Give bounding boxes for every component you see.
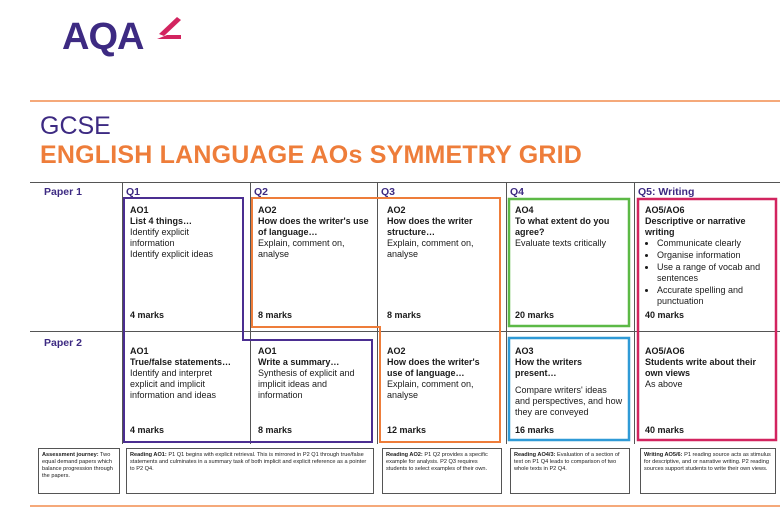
question-heading: Descriptive or narrative writing <box>645 216 746 237</box>
note-label: Reading AO4/3: <box>514 452 556 458</box>
cell-description: Explain, comment on, analyse <box>387 379 474 400</box>
note-text: P1 reading source acts as stimulus for descriptive, and or narrative writing. P2 reading sources support students to write their own views. <box>644 452 771 472</box>
question-heading: Write a summary… <box>258 357 340 367</box>
p1-q5-cell <box>645 205 771 308</box>
ao-label: AO1 <box>130 205 149 215</box>
list-item: • Use a range of vocab and sentences <box>657 262 771 284</box>
question-heading: How the writers present… <box>515 357 583 378</box>
ao-label: AO3 <box>515 346 534 356</box>
question-heading: To what extent do you agree? <box>515 216 610 237</box>
cell-description: Synthesis of explicit and implicit ideas and information <box>258 368 355 400</box>
ao-label: AO5/AO6 <box>645 346 685 356</box>
list-item: • Accurate spelling and punctuation <box>657 285 771 307</box>
assessment-journey-note <box>38 448 120 494</box>
note-label: Assessment journey: <box>42 452 99 458</box>
p2-q1-cell <box>130 346 240 401</box>
reading-ao2-note <box>382 448 502 494</box>
ao-label: AO2 <box>258 205 277 215</box>
cell-description: information <box>130 238 175 248</box>
p2-q4-cell <box>515 346 623 418</box>
question-heading: Students write about their own views <box>645 357 757 378</box>
p1-q4-marks: 20 marks <box>515 310 555 320</box>
reading-ao4-note <box>510 448 630 494</box>
p2-q5-cell <box>645 346 769 390</box>
note-text: P1 Q1 begins with explicit retrieval. This is mirrored in P2 Q1 through true/false statements and culminates in a summary task of both implicit and explicit reference as a pointer to P2 Q4. <box>130 452 367 472</box>
cell-description: Evaluate texts critically <box>515 238 607 248</box>
cell-description: Explain, comment on, analyse <box>387 238 474 259</box>
list-item: • Communicate clearly <box>657 238 771 249</box>
question-heading: How does the writer's use of language… <box>387 357 480 378</box>
gcse-heading: GCSE <box>40 112 111 140</box>
reading-ao1-note <box>126 448 374 494</box>
paper-2-label: Paper 2 <box>44 337 82 349</box>
q1-header: Q1 <box>126 186 141 198</box>
p1-q1-marks: 4 marks <box>130 310 165 320</box>
writing-ao56-note <box>640 448 776 494</box>
question-heading: List 4 things… <box>130 216 193 226</box>
writing-criteria-list <box>645 238 771 307</box>
p2-q3-cell <box>387 346 495 401</box>
q4-header: Q4 <box>510 186 525 198</box>
page-title: ENGLISH LANGUAGE AOs SYMMETRY GRID <box>40 141 583 169</box>
p1-q3-marks: 8 marks <box>387 310 422 320</box>
p2-q5-marks: 40 marks <box>645 425 685 435</box>
note-label: Writing AO5/6: <box>644 452 683 458</box>
ao-label: AO1 <box>258 346 277 356</box>
p2-q2-marks: 8 marks <box>258 425 293 435</box>
paper-1-label: Paper 1 <box>44 186 82 198</box>
note-label: Reading AO2: <box>386 452 423 458</box>
question-heading: True/false statements… <box>130 357 232 367</box>
p1-q4-cell <box>515 205 623 249</box>
cell-description: Identify explicit <box>130 227 190 237</box>
p1-q5-marks: 40 marks <box>645 310 685 320</box>
cell-description: Compare writers' ideas and perspectives, and how they are conveyed <box>515 385 623 417</box>
list-item: • Organise information <box>657 250 771 261</box>
question-heading: How does the writer structure… <box>387 216 473 237</box>
aqa-logo: AQA <box>62 16 144 58</box>
p2-q1-marks: 4 marks <box>130 425 165 435</box>
q5-header: Q5: Writing <box>638 186 695 198</box>
p1-q2-cell <box>258 205 374 260</box>
cell-description: Identify explicit ideas <box>130 249 214 259</box>
note-label: Reading AO1: <box>130 452 167 458</box>
note-text: P1 Q2 provides a specific example for analysis. P2 Q3 requires students to select examples of their own. <box>386 452 488 472</box>
q2-header: Q2 <box>254 186 269 198</box>
q3-header: Q3 <box>381 186 396 198</box>
p2-q2-cell <box>258 346 366 401</box>
ao-label: AO1 <box>130 346 149 356</box>
p1-q1-cell <box>130 205 248 260</box>
question-heading: How does the writer's use of language… <box>258 216 369 237</box>
ao-label: AO2 <box>387 346 406 356</box>
ao-label: AO5/AO6 <box>645 205 685 215</box>
cell-description: Explain, comment on, analyse <box>258 238 345 259</box>
p2-q3-marks: 12 marks <box>387 425 427 435</box>
p2-q4-marks: 16 marks <box>515 425 555 435</box>
note-text: Two equal demand papers which balance progression through the papers. <box>42 452 113 479</box>
bottom-divider <box>30 505 780 507</box>
p1-q2-marks: 8 marks <box>258 310 293 320</box>
cell-description: As above <box>645 379 683 389</box>
p1-q3-cell <box>387 205 492 260</box>
cell-description: Identify and interpret explicit and implicit information and ideas <box>130 368 217 400</box>
note-text: Evaluation of a section of text on P1 Q4 leads to comparison of two whole texts in P2 Q4. <box>514 452 620 472</box>
ao-label: AO4 <box>515 205 534 215</box>
ao-label: AO2 <box>387 205 406 215</box>
